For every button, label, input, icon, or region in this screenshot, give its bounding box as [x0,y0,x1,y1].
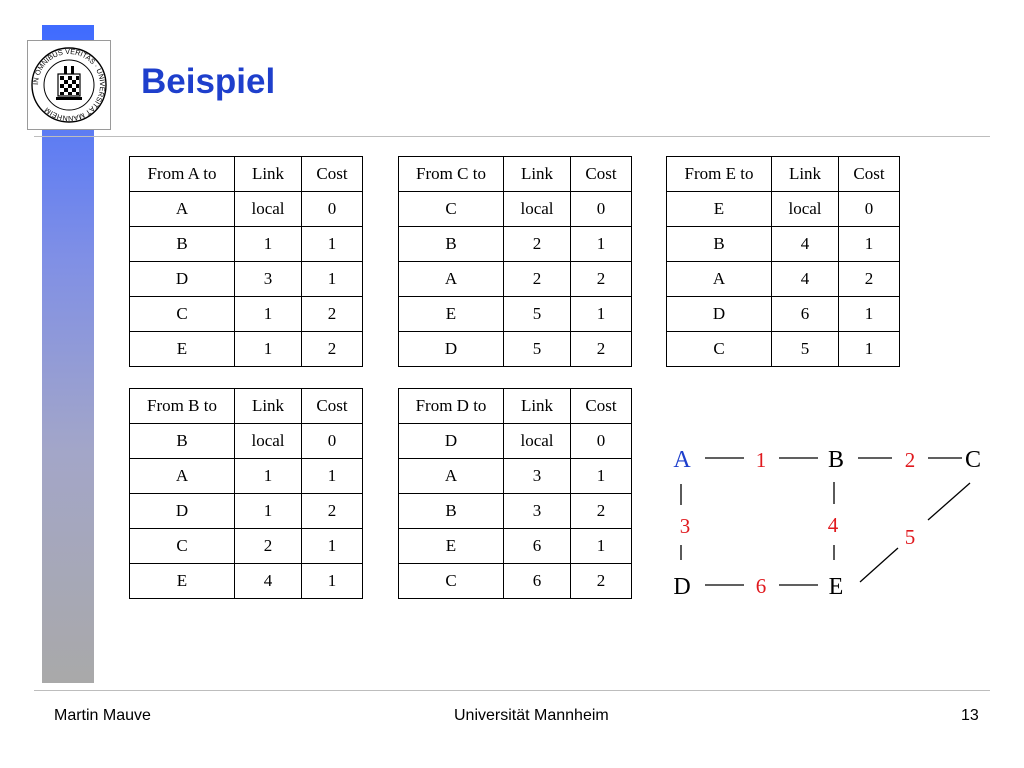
node-c: C [964,447,982,473]
column-header: Cost [571,389,632,424]
header-divider [34,136,990,137]
column-header: Link [772,157,839,192]
table-cell: 2 [571,332,632,367]
table-cell: 1 [235,227,302,262]
routing-table-e [666,156,900,367]
column-header: Cost [302,389,363,424]
table-cell: 1 [571,227,632,262]
edge-line [928,483,970,520]
table-cell: 1 [235,459,302,494]
table-cell: 1 [302,459,363,494]
table-cell: 1 [302,564,363,599]
footer-divider [34,690,990,691]
table-row [130,262,363,297]
table-cell: E [399,529,504,564]
table-cell: 3 [504,494,571,529]
table-row [399,494,632,529]
table-row [399,424,632,459]
table-cell: C [399,564,504,599]
table-cell: 1 [839,332,900,367]
column-header: Cost [839,157,900,192]
table-cell: E [667,192,772,227]
column-header: Cost [302,157,363,192]
table-cell: 3 [504,459,571,494]
table-cell: B [667,227,772,262]
table-cell: 6 [772,297,839,332]
table-cell: E [130,564,235,599]
table-cell: 2 [302,332,363,367]
routing-table-a [129,156,363,367]
table-cell: 2 [571,494,632,529]
table-cell: 4 [772,262,839,297]
table-cell: C [130,297,235,332]
table-cell: 1 [302,529,363,564]
table-cell: 1 [839,227,900,262]
page-number: 13 [961,707,979,724]
table-cell: 1 [571,529,632,564]
table-cell: A [399,459,504,494]
table-cell: local [504,192,571,227]
column-header: Link [235,389,302,424]
table-cell: B [130,424,235,459]
footer-author: Martin Mauve [54,707,151,724]
link-label-4: 4 [827,513,839,537]
table-cell: B [399,494,504,529]
column-header: Link [504,157,571,192]
table-cell: 5 [772,332,839,367]
table-cell: D [667,297,772,332]
table-cell: A [667,262,772,297]
table-cell: D [130,262,235,297]
table-cell: B [399,227,504,262]
link-label-5: 5 [904,525,916,549]
table-cell: 1 [235,297,302,332]
column-header: From C to [399,157,504,192]
table-cell: 0 [302,192,363,227]
table-cell: 0 [302,424,363,459]
table-cell: E [399,297,504,332]
link-label-3: 3 [679,514,691,538]
table-cell: 5 [504,297,571,332]
table-header-row [667,157,900,192]
column-header: Link [235,157,302,192]
table-row [130,332,363,367]
routing-table-d [398,388,632,599]
table-cell: local [772,192,839,227]
node-e: E [828,574,844,600]
table-cell: 6 [504,564,571,599]
table-cell: local [235,192,302,227]
table-header-row [399,389,632,424]
link-label-2: 2 [904,448,916,472]
table-header-row [130,389,363,424]
table-cell: local [504,424,571,459]
table-row [667,297,900,332]
table-row [667,332,900,367]
table-row [667,227,900,262]
table-row [399,227,632,262]
table-row [667,192,900,227]
university-logo [27,40,111,130]
table-row [130,529,363,564]
table-cell: A [130,459,235,494]
link-label-1: 1 [755,448,767,472]
table-row [399,192,632,227]
table-row [130,459,363,494]
footer-institution: Universität Mannheim [454,707,609,724]
table-row [399,332,632,367]
node-b: B [827,447,845,473]
table-row [399,262,632,297]
column-header: From D to [399,389,504,424]
table-row [399,564,632,599]
table-cell: A [399,262,504,297]
page-title: Beispiel [141,62,276,101]
table-cell: 2 [504,262,571,297]
table-cell: 1 [839,297,900,332]
edge-line [860,548,898,582]
table-cell: 4 [772,227,839,262]
link-label-6: 6 [755,574,767,598]
column-header: From E to [667,157,772,192]
table-row [130,297,363,332]
column-header: From B to [130,389,235,424]
table-cell: B [130,227,235,262]
table-cell: 2 [839,262,900,297]
table-header-row [130,157,363,192]
table-cell: 5 [504,332,571,367]
column-header: Link [504,389,571,424]
table-cell: 6 [504,529,571,564]
table-cell: 1 [235,494,302,529]
table-cell: 2 [504,227,571,262]
table-cell: D [399,332,504,367]
table-row [667,262,900,297]
table-row [130,192,363,227]
node-d: D [673,574,691,600]
table-cell: 1 [235,332,302,367]
table-cell: D [130,494,235,529]
table-cell: C [130,529,235,564]
column-header: Cost [571,157,632,192]
table-cell: 2 [571,564,632,599]
table-cell: local [235,424,302,459]
svg-text:IN OMNIBUS VERITAS · UNIVERSIT: IN OMNIBUS VERITAS · UNIVERSITÄT MANNHEIM [30,46,108,124]
routing-table-b [129,388,363,599]
table-cell: 1 [302,227,363,262]
routing-table-c [398,156,632,367]
table-cell: D [399,424,504,459]
column-header: From A to [130,157,235,192]
table-cell: 1 [571,297,632,332]
node-a: A [673,447,691,473]
table-cell: C [667,332,772,367]
table-cell: 2 [571,262,632,297]
university-seal-icon [28,41,110,129]
table-cell: 1 [302,262,363,297]
table-cell: 2 [235,529,302,564]
table-row [399,297,632,332]
table-header-row [399,157,632,192]
table-cell: 1 [571,459,632,494]
table-cell: 0 [571,424,632,459]
table-cell: C [399,192,504,227]
table-cell: 4 [235,564,302,599]
table-cell: 3 [235,262,302,297]
table-row [399,529,632,564]
table-cell: 0 [571,192,632,227]
table-row [130,564,363,599]
table-row [130,494,363,529]
table-row [130,227,363,262]
table-cell: 2 [302,494,363,529]
table-row [130,424,363,459]
table-cell: A [130,192,235,227]
table-row [399,459,632,494]
table-cell: 2 [302,297,363,332]
table-cell: E [130,332,235,367]
table-cell: 0 [839,192,900,227]
network-graph [660,430,1000,610]
